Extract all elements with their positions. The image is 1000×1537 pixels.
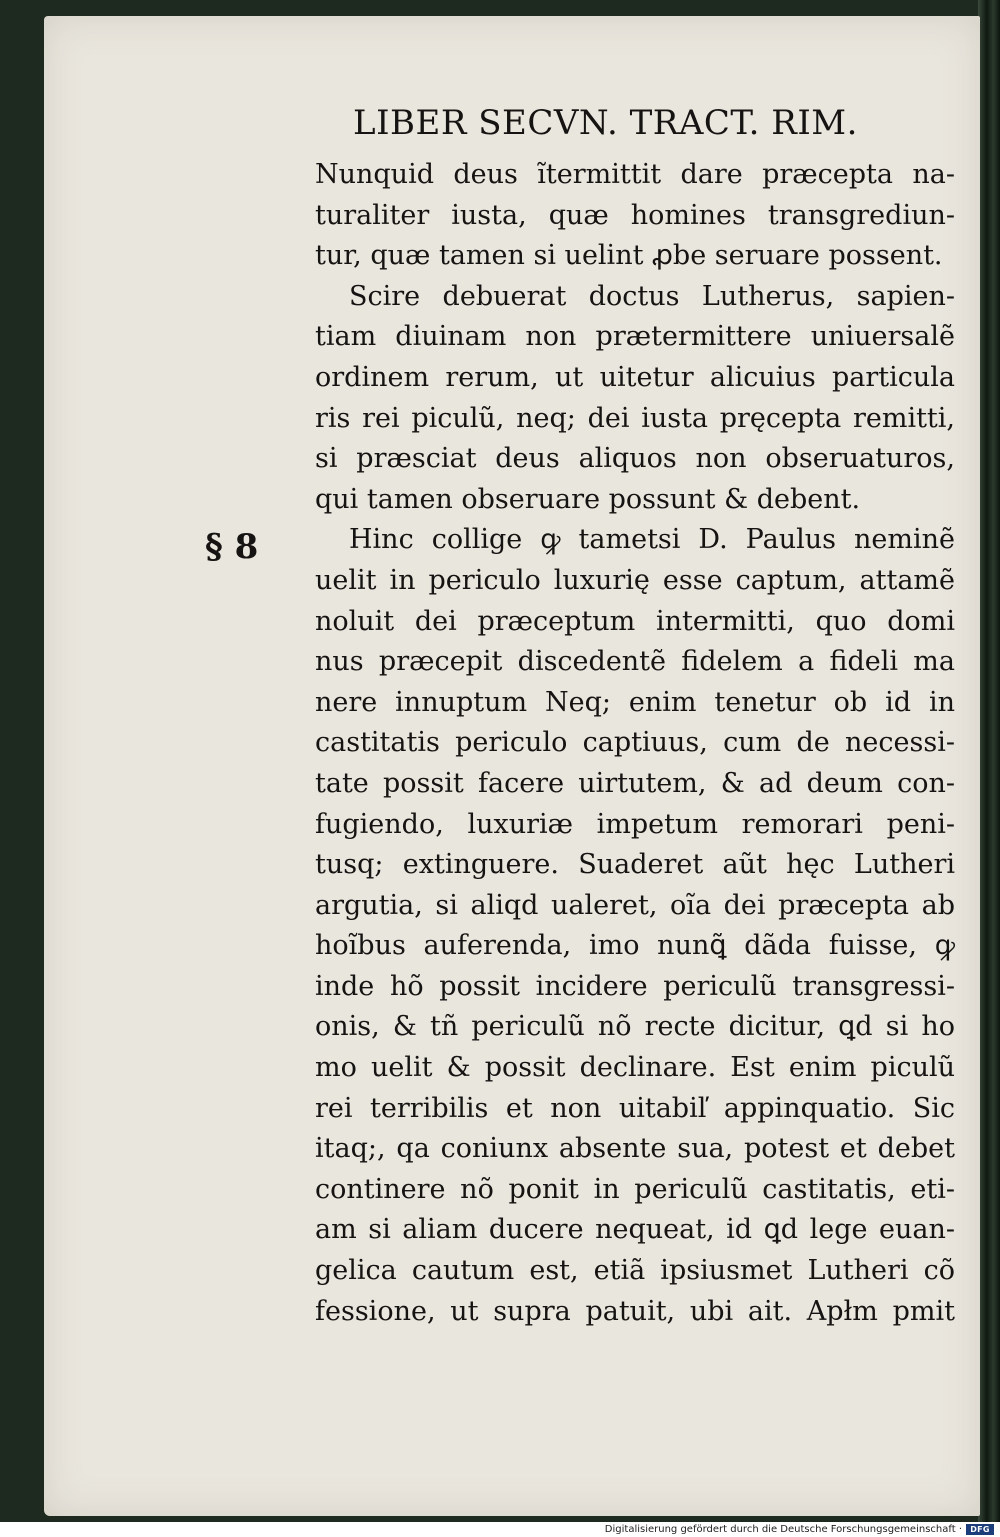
text-line: inde hõ possit incidere periculũ transgressi-	[315, 970, 955, 1002]
text-line: tiam diuinam non prætermittere uniuersalẽ	[315, 321, 955, 353]
text-line: si præsciat deus aliquos non obseruaturos,	[315, 443, 955, 475]
running-head: LIBER SECVN. TRACT. RIM.	[353, 103, 858, 143]
text-line: hoĩbus auferenda, imo nunꝗ̃ dãda fuisse, ꝙ	[315, 930, 955, 962]
text-line: Nunquid deus ĩtermittit dare præcepta na-	[315, 159, 955, 190]
text-line: Hinc collige ꝙ tametsi D. Paulus neminẽ	[349, 524, 955, 556]
text-line: onis, & tñ periculũ nõ recte dicitur, ꝗd si ho	[315, 1011, 955, 1043]
text-line: noluit dei præceptum intermitti, quo domi	[315, 605, 955, 637]
text-line: nere innuptum Neq; enim tenetur ob id in	[315, 686, 955, 718]
text-line: tate possit facere uirtutem, & ad deum con-	[315, 767, 955, 799]
text-line: tusq; extinguere. Suaderet aũt hęc Lutheri	[315, 849, 955, 881]
text-line: castitatis periculo captiuus, cum de necessi-	[315, 727, 955, 759]
footer-bar	[0, 1522, 1000, 1537]
text-line: turaliter iusta, quæ homines transgrediun-	[315, 199, 955, 231]
text-line: am si aliam ducere nequeat, id ꝗd lege euan-	[315, 1214, 955, 1246]
margin-note: § 8	[205, 527, 259, 567]
book-cover-edge	[978, 0, 1000, 1522]
text-line: ris rei piculũ, neq; dei iusta pręcepta remitti,	[315, 402, 955, 434]
body-text	[315, 155, 955, 1332]
text-line: argutia, si aliqd ualeret, oĩa dei præcepta ab	[315, 889, 955, 921]
text-line: fessione, ut supra patuit, ubi ait. Apłm pmit	[315, 1295, 955, 1327]
text-line: qui tamen obseruare possunt & debent.	[315, 483, 861, 515]
text-line: Scire debuerat doctus Lutherus, sapien-	[349, 280, 955, 312]
text-line: mo uelit & possit declinare. Est enim piculũ	[315, 1052, 955, 1084]
text-line: fugiendo, luxuriæ impetum remorari peni-	[315, 808, 955, 840]
text-line: continere nõ ponit in periculũ castitatis, eti-	[315, 1173, 955, 1205]
text-line: tur, quæ tamen si uelint ꝓbe seruare possent.	[315, 240, 943, 272]
footer-credit: Digitalisierung gefördert durch die Deutsche Forschungsgemeinschaft ·	[604, 1524, 962, 1535]
text-line: ordinem rerum, ut uitetur alicuius particula	[315, 361, 955, 393]
text-line: rei terribilis et non uitabiľ appinquatio. Sic	[315, 1092, 955, 1124]
text-line: itaq;, qa coniunx absente sua, potest et debet	[315, 1133, 955, 1165]
text-line: gelica cautum est, etiã ipsiusmet Lutheri cõ	[315, 1255, 955, 1287]
dfg-logo: DFG	[966, 1524, 994, 1535]
text-line: uelit in periculo luxurię esse captum, attamẽ	[315, 564, 955, 596]
text-line: nus præcepit discedentẽ fidelem a fideli ma	[315, 646, 955, 678]
